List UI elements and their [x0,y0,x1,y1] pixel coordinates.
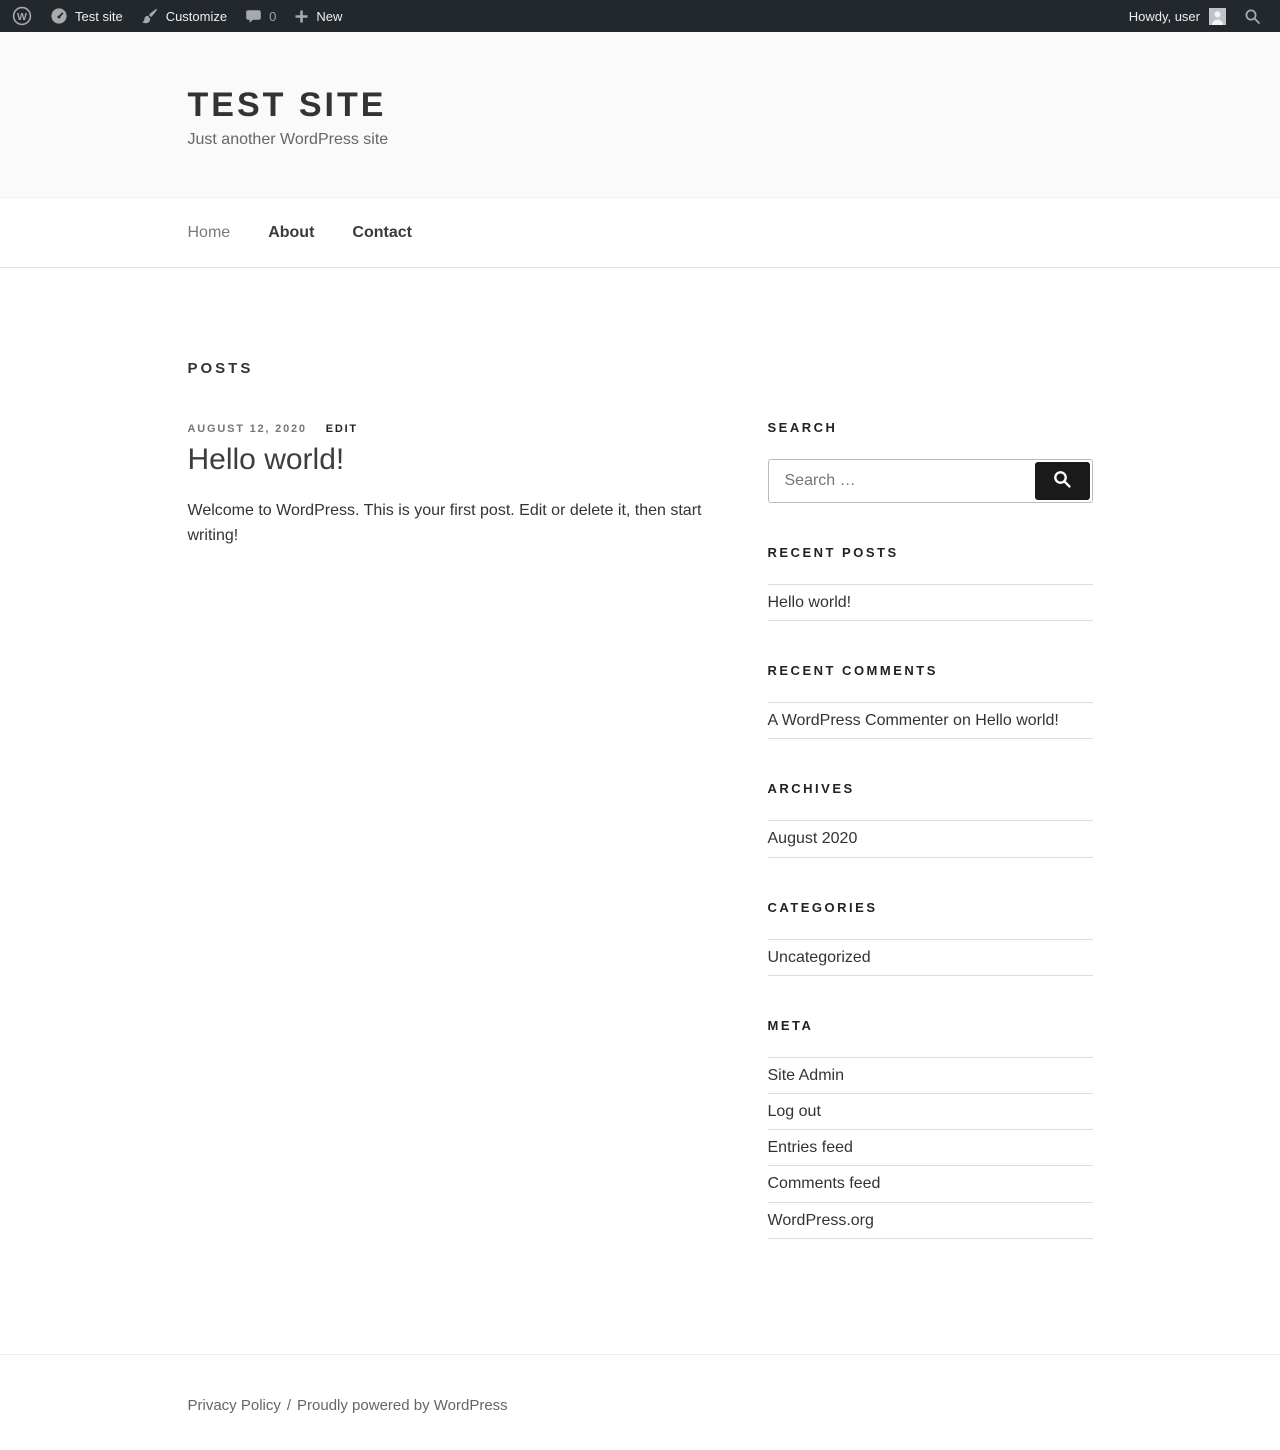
recent-comments-title: RECENT COMMENTS [767,663,938,679]
recent-comments-widget [768,663,1093,739]
page-title: POSTS [187,360,254,377]
site-header [0,32,1280,197]
log-out-link[interactable]: Log out [767,1102,821,1120]
comments-feed-link[interactable]: Comments feed [767,1175,881,1193]
customize-label: Customize [165,8,228,24]
post-body: Welcome to WordPress. This is your first post. Edit or delete it, then start writing! [187,502,702,544]
comment-connector: on [948,712,976,730]
admin-bar-site-name[interactable] [41,0,132,32]
nav-item-home[interactable]: Home [187,223,231,241]
archives-title: ARCHIVES [767,781,855,797]
site-admin-link[interactable]: Site Admin [767,1066,844,1084]
search-form [768,459,1093,503]
archive-link[interactable]: August 2020 [767,830,858,848]
admin-bar-new[interactable] [285,0,351,32]
plus-icon [294,9,309,24]
entries-feed-link[interactable]: Entries feed [767,1139,853,1157]
post-article [188,423,718,549]
site-footer [0,1354,1280,1450]
new-label: New [316,8,343,24]
search-icon [1052,469,1073,493]
wordpress-menu[interactable] [10,0,41,32]
list-item [768,1058,1093,1094]
list-item [768,1203,1093,1239]
nav-item-contact[interactable]: Contact [352,223,412,241]
paintbrush-icon [141,7,159,25]
post-title-link[interactable]: Hello world! [187,443,345,476]
wordpress-org-link[interactable]: WordPress.org [767,1211,874,1229]
search-widget [768,420,1093,503]
search-widget-title: SEARCH [767,420,838,435]
meta-title: META [767,1017,814,1033]
main-navigation [0,197,1280,268]
recent-post-link[interactable]: Hello world! [767,594,852,611]
wordpress-logo-icon [12,6,32,26]
site-tagline: Just another WordPress site [187,131,389,148]
comment-count: 0 [269,8,277,24]
edit-post-link[interactable]: EDIT [325,423,358,435]
list-item [768,1094,1093,1130]
powered-by-link[interactable]: Proudly powered by WordPress [297,1396,508,1414]
recent-posts-widget [768,545,1093,621]
list-item [768,703,1093,739]
footer-separator: / [286,1396,292,1414]
list-item [768,1130,1093,1166]
list-item [768,1166,1093,1202]
recent-posts-title: RECENT POSTS [767,545,899,560]
list-item [768,585,1093,621]
svg-text:W: W [17,10,27,23]
list-item [768,821,1093,857]
posts-column [188,360,718,549]
howdy-label: Howdy, user [1128,8,1200,24]
search-icon [1244,8,1261,25]
post-date-link[interactable]: AUGUST 12, 2020 [187,423,307,435]
list-item [768,940,1093,976]
nav-item-about[interactable]: About [268,223,315,241]
admin-bar-comments[interactable] [236,0,285,32]
admin-bar-search[interactable] [1235,0,1270,32]
admin-bar-customize[interactable] [132,0,236,32]
sidebar [768,420,1093,1239]
categories-widget [768,900,1093,976]
admin-bar-account[interactable] [1127,0,1235,32]
categories-title: CATEGORIES [767,899,878,915]
avatar [1209,8,1226,25]
admin-bar [0,0,1280,32]
comment-bubble-icon [245,8,262,25]
archives-widget [768,781,1093,857]
meta-widget [768,1018,1093,1239]
category-link[interactable]: Uncategorized [767,948,871,966]
site-title[interactable]: TEST SITE [187,86,387,124]
comment-post-link[interactable]: Hello world! [975,712,1059,730]
admin-bar-site-label: Test site [75,8,123,24]
comment-author-link[interactable]: A WordPress Commenter [767,712,949,730]
privacy-policy-link[interactable]: Privacy Policy [187,1396,281,1414]
search-submit-button[interactable] [1035,462,1090,500]
dashboard-gauge-icon [50,7,68,25]
entry-meta [188,423,718,435]
